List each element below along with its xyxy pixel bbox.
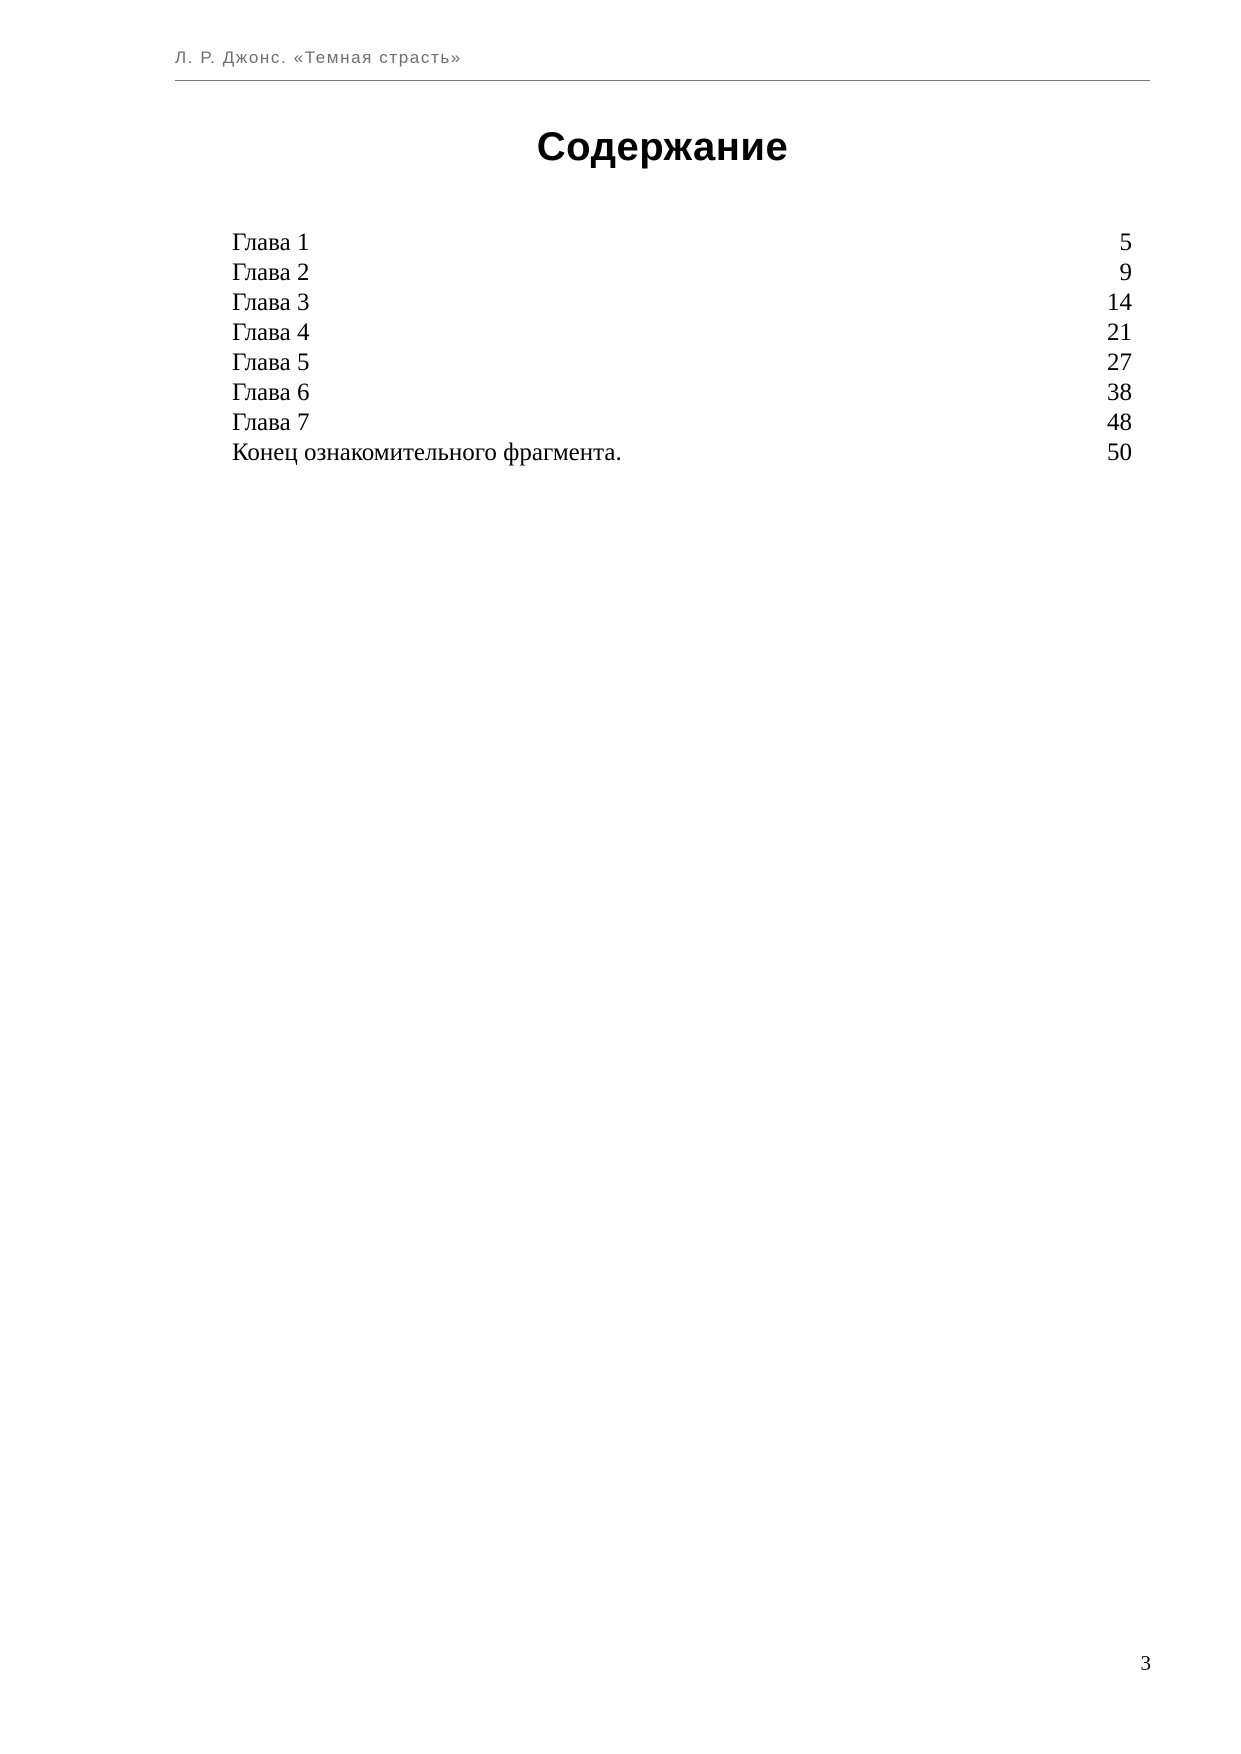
toc-entry-page: 5 [1119,229,1132,256]
toc-entry-label: Глава 7 [232,409,310,436]
toc-entry-label: Глава 5 [232,349,310,376]
toc-entry-label: Глава 6 [232,379,310,406]
toc-entry-page: 38 [1107,379,1132,406]
toc-entry[interactable] [232,438,1132,468]
toc-entry-page: 9 [1119,259,1132,286]
toc-entry[interactable] [232,378,1132,408]
toc-entry[interactable] [232,318,1132,348]
toc-entry-page: 21 [1107,319,1132,346]
toc-entry[interactable] [232,228,1132,258]
toc-entry-page: 50 [1107,439,1132,466]
toc-entry-label: Глава 3 [232,289,310,316]
page-number: 3 [1140,1651,1151,1675]
toc-entry-page: 27 [1107,349,1132,376]
toc-entry-page: 48 [1107,409,1132,436]
toc-entry[interactable] [232,258,1132,288]
toc-entry-label: Глава 1 [232,229,310,256]
table-of-contents [232,228,1132,468]
toc-entry-label: Конец ознакомительного фрагмента. [232,439,622,466]
toc-entry[interactable] [232,288,1132,318]
toc-entry-label: Глава 2 [232,259,310,286]
header-divider [175,80,1150,81]
toc-entry-label: Глава 4 [232,319,310,346]
page-title: Содержание [536,125,789,169]
running-head: Л. Р. Джонс. «Темная страсть» [175,48,462,67]
toc-entry[interactable] [232,348,1132,378]
toc-entry[interactable] [232,408,1132,438]
toc-entry-page: 14 [1107,289,1132,316]
